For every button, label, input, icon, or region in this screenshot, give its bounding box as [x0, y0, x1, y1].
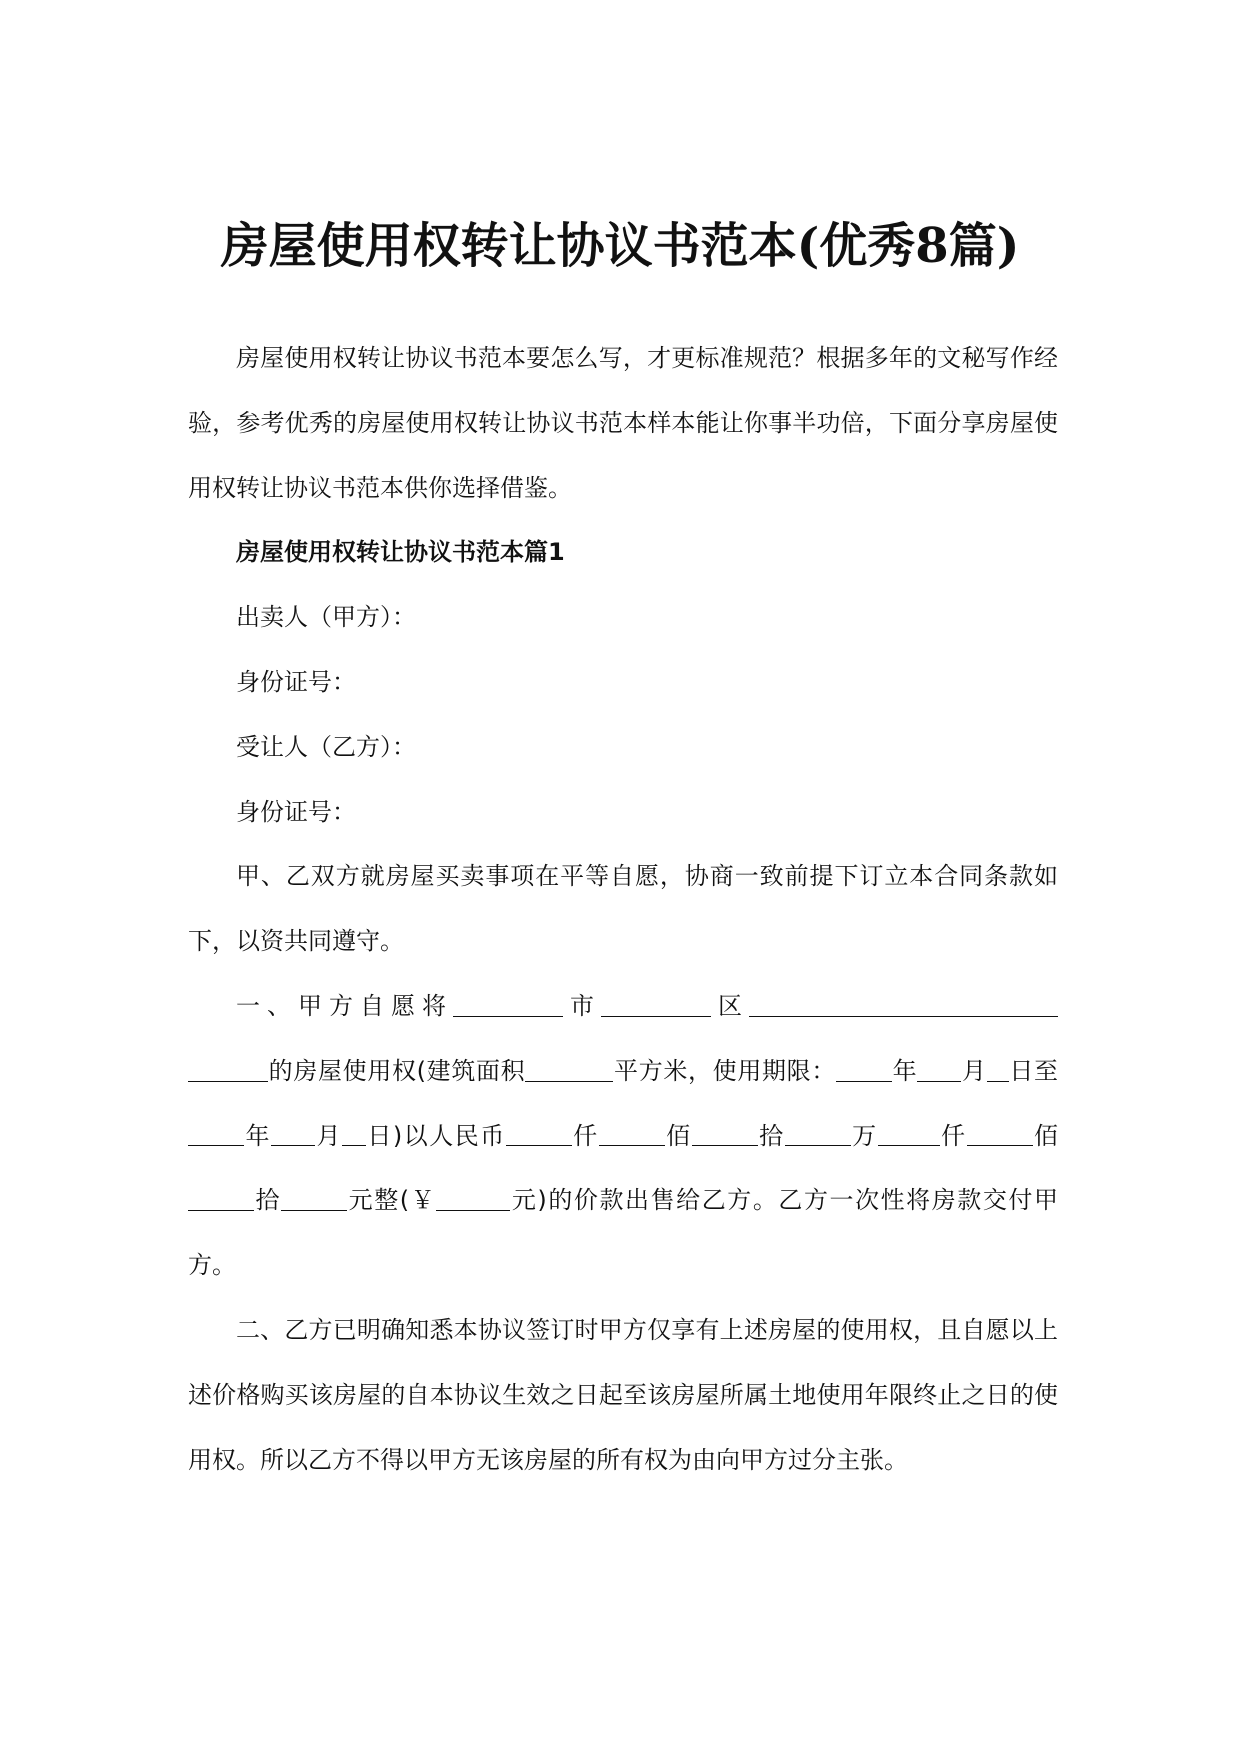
clause-1-text: 日至 [1008, 1056, 1059, 1085]
clause-1-text: 拾 [757, 1121, 785, 1150]
clause-1-text: 月 [314, 1121, 342, 1150]
blank-start-year [836, 1055, 892, 1081]
blank-amount-qian-wan [506, 1120, 572, 1146]
document-title: 房屋使用权转让协议书范本(优秀8篇) [220, 218, 1020, 274]
clause-1-text: 日)以人民币 [365, 1121, 506, 1150]
intro-paragraph: 房屋使用权转让协议书范本要怎么写，才更标准规范？根据多年的文秘写作经验，参考优秀的房屋使用权转让协议书范本样本能让你事半功倍，下面分享房屋使用权转让协议书范本供你选择借鉴。 [188, 344, 1058, 502]
clause-1-text: 元)的价款出售给乙方。乙方一次性将房款交付甲方。 [188, 1186, 1058, 1280]
blank-amount-bai [967, 1120, 1033, 1146]
clause-1-text: 平方米，使用期限： [613, 1056, 837, 1085]
clause-1-text: 区 [711, 991, 749, 1020]
clause-1-text: 仟 [571, 1121, 599, 1150]
clause-1-text: 一、甲方自愿将 [236, 991, 453, 1020]
clause-1-text: 佰 [1032, 1121, 1059, 1150]
document-body [188, 326, 1058, 1492]
clause-1-text: 月 [961, 1056, 987, 1085]
clause-1-text: 佰 [664, 1121, 692, 1150]
blank-area [525, 1055, 613, 1081]
buyer-label: 受让人（乙方）： [236, 732, 416, 761]
seller-id-label: 身份证号： [236, 667, 356, 696]
blank-start-month [917, 1055, 961, 1081]
clause-1-text: 拾 [254, 1186, 282, 1215]
clause-1-text: 年 [244, 1121, 271, 1150]
blank-amount-shi [188, 1185, 254, 1211]
blank-end-day [342, 1120, 366, 1146]
preamble-paragraph: 甲、乙双方就房屋买卖事项在平等自愿，协商一致前提下订立本合同条款如下，以资共同遵守。 [188, 862, 1058, 956]
clause-1-text: 万 [850, 1121, 878, 1150]
blank-address [749, 991, 1058, 1017]
blank-district [601, 991, 711, 1017]
clause-1-paragraph [188, 974, 1058, 1298]
clause-1-text: 的房屋使用权(建筑面积 [268, 1056, 526, 1085]
blank-amount-figure [436, 1185, 510, 1211]
blank-amount-qian-a [878, 1120, 902, 1146]
seller-label: 出卖人（甲方）： [236, 603, 416, 632]
clause-1-text: 元整(￥ [347, 1186, 437, 1215]
blank-amount-bai-wan [599, 1120, 665, 1146]
clause-2-paragraph: 二、乙方已明确知悉本协议签订时甲方仅享有上述房屋的使用权，且自愿以上述价格购买该房屋的自本协议生效之日起至该房屋所属土地使用年限终止之日的使用权。所以乙方不得以甲方无该房屋的所有权为由向甲方过分主张。 [188, 1315, 1058, 1474]
clause-1-text: 年 [892, 1056, 918, 1085]
blank-amount-wan [785, 1120, 851, 1146]
blank-address-cont [188, 1055, 268, 1081]
blank-amount-qian-b [902, 1120, 940, 1146]
blank-start-day [987, 1055, 1009, 1081]
clause-1-text: 市 [563, 991, 601, 1020]
blank-end-month [271, 1120, 315, 1146]
blank-amount-shi-wan [692, 1120, 758, 1146]
blank-end-year [188, 1120, 244, 1146]
blank-city [453, 991, 563, 1017]
section-heading: 房屋使用权转让协议书范本篇1 [236, 538, 565, 567]
clause-1-text: 仟 [939, 1121, 967, 1150]
buyer-id-label: 身份证号： [236, 797, 356, 826]
blank-amount-yuan [281, 1185, 347, 1211]
